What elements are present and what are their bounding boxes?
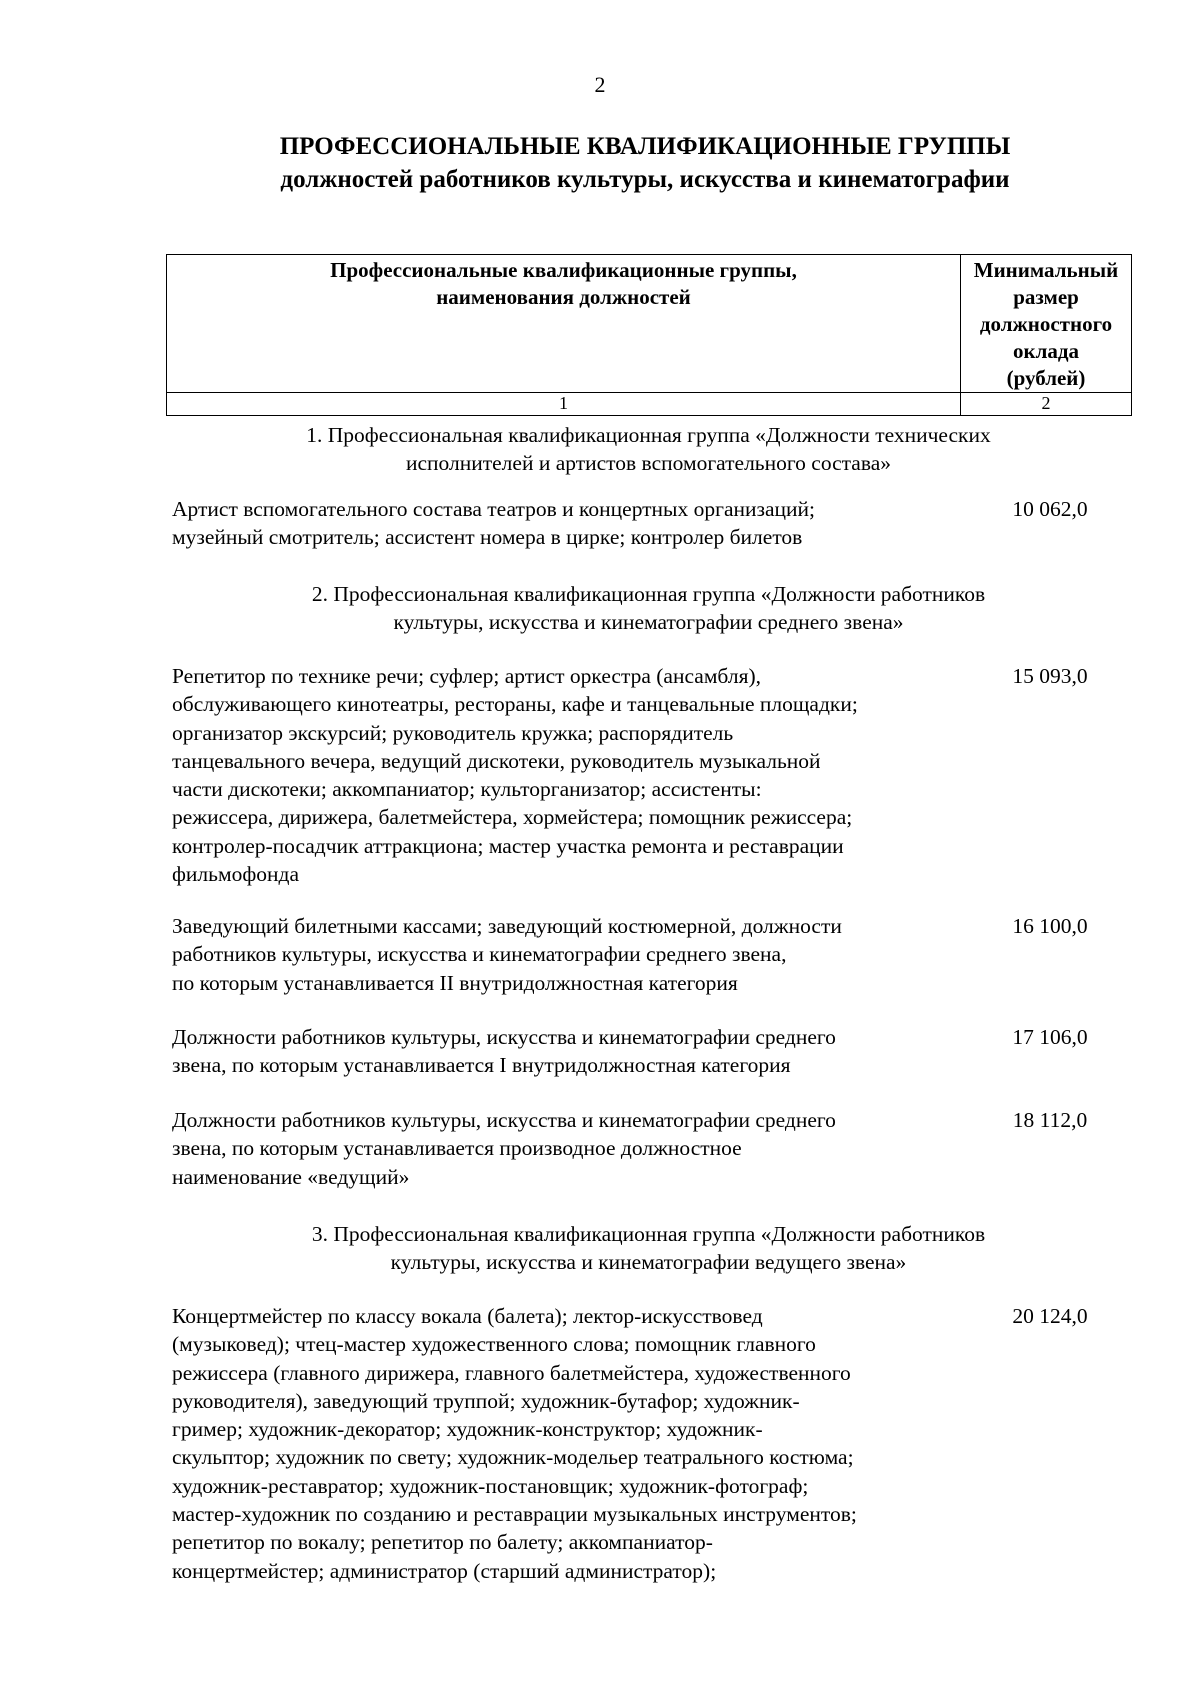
header-col2-line1: Минимальный	[973, 258, 1119, 282]
column-number-row	[167, 393, 1132, 416]
column-number-2: 2	[961, 393, 1132, 416]
group-heading-3-line2: культуры, искусства и кинематографии ведущего звена»	[390, 1250, 907, 1274]
group-heading-2-line2: культуры, искусства и кинематографии среднего звена»	[393, 610, 904, 634]
entry-salary: 17 106,0	[1012, 1025, 1088, 1049]
entry-salary: 18 112,0	[1012, 1108, 1088, 1132]
entry-salary: 15 093,0	[1012, 664, 1088, 688]
entry-text: Концертмейстер по классу вокала (балета); лектор-искусствовед (музыковед); чтец-мастер художественного слова; помощник главного режиссера (главного дирижера, главного балетмейстера, художественного руководителя), заведующий труппой; художник-бутафор; художник- гример; художник-декоратор; художник-конструктор; художник- скульптор; художник по свету; художник-модельер театрального костюма; художник-реставратор; художник-постановщик; художник-фотограф; мастер-художник по созданию и реставрации музыкальных инструментов; репетитор по вокалу; репетитор по балету; аккомпаниатор- концертмейстер; администратор (старший администратор);	[172, 1304, 857, 1583]
group-heading-2	[166, 580, 1131, 636]
header-table	[166, 254, 1132, 416]
page-number: 2	[594, 72, 606, 97]
entry-text: Заведующий билетными кассами; заведующий костюмерной, должности работников культуры, искусства и кинематографии среднего звена, по которым устанавливается II внутридолжностная категория	[172, 914, 842, 995]
title-line-1: ПРОФЕССИОНАЛЬНЫЕ КВАЛИФИКАЦИОННЫЕ ГРУППЫ	[279, 133, 1011, 160]
header-col-salary	[961, 255, 1132, 393]
entry-salary: 16 100,0	[1012, 914, 1088, 938]
header-col-positions	[167, 255, 961, 393]
header-col2-line3: должностного	[979, 312, 1113, 336]
entry-salary: 10 062,0	[1012, 497, 1088, 521]
header-col1-line2: наименования должностей	[436, 285, 691, 309]
document-title	[0, 130, 1200, 196]
header-row	[167, 255, 1132, 393]
header-col2-line5: (рублей)	[1006, 366, 1086, 390]
entry-text: Должности работников культуры, искусства и кинематографии среднего звена, по которым устанавливается I внутридолжностная категория	[172, 1025, 836, 1078]
column-number-1: 1	[167, 393, 961, 416]
group-heading-2-line1: 2. Профессиональная квалификационная группа «Должности работников	[311, 582, 986, 606]
header-col2-line2: размер	[1013, 285, 1079, 309]
group-heading-1	[166, 421, 1131, 477]
entry-text: Репетитор по технике речи; суфлер; артист оркестра (ансамбля), обслуживающего кинотеатры, рестораны, кафе и танцевальные площадки; организатор экскурсий; руководитель кружка; распорядитель танцевального вечера, ведущий дискотеки, руководитель музыкальной части дискотеки; аккомпаниатор; культорганизатор; ассистенты: режиссера, дирижера, балетмейстера, хормейстера; помощник режиссера; контролер-посадчик аттракциона; мастер участка ремонта и реставрации фильмофонда	[172, 664, 858, 887]
group-heading-3	[166, 1220, 1131, 1276]
group-heading-3-line1: 3. Профессиональная квалификационная группа «Должности работников	[311, 1222, 986, 1246]
group-heading-1-line1: 1. Профессиональная квалификационная группа «Должности технических	[306, 423, 991, 447]
entry-text: Артист вспомогательного состава театров и концертных организаций; музейный смотритель; ассистент номера в цирке; контролер билетов	[172, 497, 816, 550]
group-heading-1-line2: исполнителей и артистов вспомогательного состава»	[405, 451, 892, 475]
header-col1-line1: Профессиональные квалификационные группы,	[330, 258, 797, 282]
entry-text: Должности работников культуры, искусства и кинематографии среднего звена, по которым устанавливается производное должностное наименование «ведущий»	[172, 1108, 836, 1189]
title-line-2: должностей работников культуры, искусства и кинематографии	[280, 166, 1010, 193]
header-col2-line4: оклада	[1012, 339, 1079, 363]
entry-salary: 20 124,0	[1012, 1304, 1088, 1328]
